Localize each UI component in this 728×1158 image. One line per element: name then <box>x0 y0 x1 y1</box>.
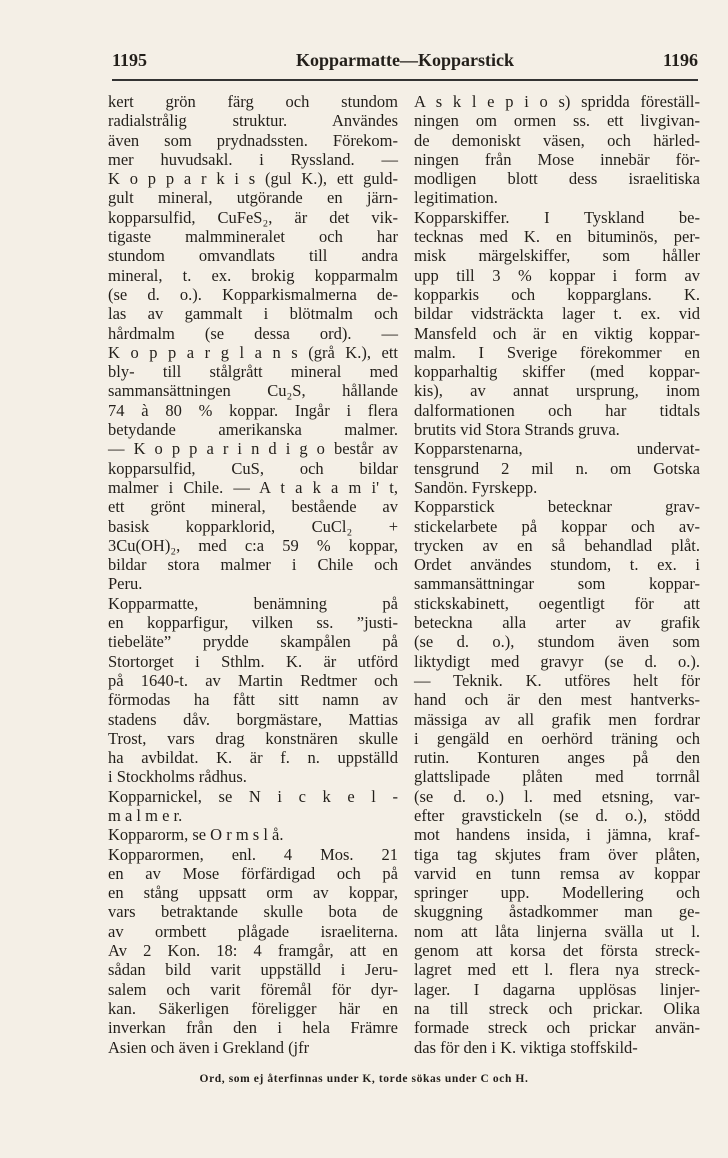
text-line: modligen blott dess israelitiska <box>414 169 700 189</box>
text-line: hårdmalm (se dessa ord). — <box>108 323 398 343</box>
text-line: 74 à 80 % koppar. Ingår i flera <box>108 400 398 420</box>
text-line: förmodas ha fått sitt namn av <box>108 690 398 710</box>
text-line: gult mineral, utgörande en järn- <box>108 188 398 208</box>
text-line: mer huvudsakl. i Ryssland. — <box>108 149 398 169</box>
text-line: K o p p a r g l a n s (grå K.), ett <box>108 342 398 362</box>
text-line: kis), av annat ursprung, inom <box>414 381 700 401</box>
text-line: varvid en tunn remsa av koppar <box>414 863 700 883</box>
text-line: beteckna alla arter av grafik <box>414 613 700 633</box>
text-line: kan. Säkerligen föreligger här en <box>108 998 398 1018</box>
text-line: betydande amerikanska malmer. <box>108 420 398 440</box>
text-line: upp till 3 % koppar i form av <box>414 265 700 285</box>
text-line: formade streck och prickar använ- <box>414 1018 700 1038</box>
text-line: A s k l e p i o s) spridda föreställ- <box>414 92 700 111</box>
text-line: las av gammalt i blötmalm och <box>108 304 398 324</box>
text-line: ningen om ormen ss. ett livgivan- <box>414 111 700 131</box>
text-line: i gengäld en oerhörd träning och <box>414 728 700 748</box>
text-line: dalformationen och har tidtals <box>414 400 700 420</box>
text-line: en av Mose förfärdigad och på <box>108 863 398 883</box>
text-line: Kopparormen, enl. 4 Mos. 21 <box>108 844 398 864</box>
text-line: misk märgelskiffer, som håller <box>414 246 700 266</box>
text-line: kopparkis och kopparglans. K. <box>414 284 700 304</box>
text-line: genom att korsa det första streck- <box>414 941 700 961</box>
footer-note: Ord, som ej återfinnas under K, torde sökas under C och H. <box>199 1073 529 1085</box>
text-line: de demoniskt väsen, och härled- <box>414 130 700 150</box>
text-line: ett grönt mineral, bestående av <box>108 497 398 517</box>
text-line: Kopparorm, se O r m s l å. <box>108 825 284 845</box>
text-line: m a l m e r. <box>108 805 183 825</box>
text-line: kopparhaltig skiffer (med koppar- <box>414 362 700 382</box>
text-line: (se d. o.), stundom även som <box>414 632 700 652</box>
text-line: mineral, t. ex. brokig kopparmalm <box>108 265 398 285</box>
text-line: Stortorget i Sthlm. K. är utförd <box>108 651 398 671</box>
running-header <box>112 50 698 78</box>
text-line: Kopparstick betecknar grav- <box>414 497 700 517</box>
text-line: mässiga av all grafik men fordrar <box>414 709 700 729</box>
text-line: stickskabinett, oegentligt för att <box>414 593 700 613</box>
text-line: Kopparnickel, se N i c k e l - <box>108 786 398 806</box>
text-line: sammansättningen Cu₂S, hållande <box>108 381 398 401</box>
text-line: även som prydnadssten. Förekom- <box>108 130 398 150</box>
text-line: i Stockholms rådhus. <box>108 767 247 787</box>
text-line: på 1640-t. av Martin Redtmer och <box>108 670 398 690</box>
text-line: brutits vid Stora Strands gruva. <box>414 420 620 440</box>
text-line: Kopparskiffer. I Tyskland be- <box>414 207 700 227</box>
right-column <box>414 92 700 1057</box>
text-line: en kopparfigur, vilken ss. ”justi- <box>108 613 398 633</box>
text-line: tecknas med K. en bituminös, per- <box>414 227 700 247</box>
page-number-right: 1196 <box>662 50 698 70</box>
text-line: sådan bild varit uppställd i Jeru- <box>108 960 398 980</box>
text-line: springer upp. Modellering och <box>414 883 700 903</box>
text-line: Trost, vars drag konstnären skulle <box>108 728 398 748</box>
text-line: radialstrålig struktur. Användes <box>108 111 398 131</box>
text-line: trycken av en så behandlad plåt. <box>414 535 700 555</box>
text-line: — Teknik. K. utföres helt för <box>414 670 700 690</box>
text-line: malmer i Chile. — A t a k a m i' t, <box>108 477 398 497</box>
text-line: das för den i K. viktiga stoffskild- <box>414 1037 638 1057</box>
text-line: tigaste malmmineralet och har <box>108 227 398 247</box>
text-line: vars betraktande skulle bota de <box>108 902 398 922</box>
text-line: en stång uppsatt orm av koppar, <box>108 883 398 903</box>
text-line: inverkan från den i hela Främre <box>108 1018 398 1038</box>
text-line: Kopparmatte, benämning på <box>108 593 398 613</box>
running-title: Kopparmatte—Kopparstick <box>296 50 514 70</box>
text-line: kopparsulfid, CuFeS₂, är det vik- <box>108 207 398 227</box>
text-line: mot handens insida, i jämna, kraf- <box>414 825 700 845</box>
text-line: stundom omvandlats till andra <box>108 246 398 266</box>
text-line: sammansättningar som koppar- <box>414 574 700 594</box>
text-line: lager. I dagarna upplösas linjer- <box>414 979 700 999</box>
text-line: lagret med ett l. flera nya streck- <box>414 960 700 980</box>
text-line: liktydigt med gravyr (se d. o.). <box>414 651 700 671</box>
text-line: bildar vidsträckta lager t. ex. vid <box>414 304 700 324</box>
text-line: na till streck och prickar. Olika <box>414 998 700 1018</box>
text-line: tensgrund 2 mil n. om Gotska <box>414 458 700 478</box>
left-column <box>108 92 398 1057</box>
text-line: glattslipade plåten med torrnål <box>414 767 700 787</box>
text-line: (se d. o.). Kopparkismalmerna de- <box>108 284 398 304</box>
text-line: 3Cu(OH)₂, med c:a 59 % koppar, <box>108 535 398 555</box>
text-line: Sandön. Fyrskepp. <box>414 477 538 497</box>
text-line: Kopparstenarna, undervat- <box>414 439 700 459</box>
text-line: malm. I Sverige förekommer en <box>414 342 700 362</box>
text-line: av ormbett plågade israeliterna. <box>108 921 398 941</box>
text-line: salem och varit föremål för dyr- <box>108 979 398 999</box>
text-line: hand och är den mest hantverks- <box>414 690 700 710</box>
text-line: Ordet användes stundom, t. ex. i <box>414 555 700 575</box>
text-line: tiebeläte” prydde skampålen på <box>108 632 398 652</box>
text-line: basisk kopparklorid, CuCl₂ + <box>108 516 398 536</box>
text-line: Mansfeld och är en viktig koppar- <box>414 323 700 343</box>
text-line: tiga tag skjutes fram över plåten, <box>414 844 700 864</box>
text-line: bildar stora malmer i Chile och <box>108 555 398 575</box>
text-line: kopparsulfid, CuS, och bildar <box>108 458 398 478</box>
text-line: (se d. o.) l. med etsning, var- <box>414 786 700 806</box>
text-line: skuggning åstadkommer man ge- <box>414 902 700 922</box>
text-line: bly- till stålgrått mineral med <box>108 362 398 382</box>
text-line: efter gravstickeln (se d. o.), stödd <box>414 805 700 825</box>
text-line: Asien och även i Grekland (jfr <box>108 1037 310 1057</box>
text-line: legitimation. <box>414 188 498 208</box>
text-line: nom att låta linjerna svälla ut l. <box>414 921 700 941</box>
text-line: stickelarbete på koppar och av- <box>414 516 700 536</box>
text-line: kert grön färg och stundom <box>108 92 398 111</box>
header-rule <box>112 79 698 81</box>
text-line: Peru. <box>108 574 143 594</box>
text-line: K o p p a r k i s (gul K.), ett guld- <box>108 169 398 189</box>
text-line: ningen från Mose innebär för- <box>414 149 700 169</box>
page-number-left: 1195 <box>112 50 148 70</box>
text-line: stadens dåv. borgmästare, Mattias <box>108 709 398 729</box>
text-line: rutin. Konturen anges på den <box>414 748 700 768</box>
text-line: ha avbildat. K. är f. n. uppställd <box>108 748 398 768</box>
text-line: Av 2 Kon. 18: 4 framgår, att en <box>108 941 398 961</box>
text-line: — K o p p a r i n d i g o består av <box>108 439 398 459</box>
